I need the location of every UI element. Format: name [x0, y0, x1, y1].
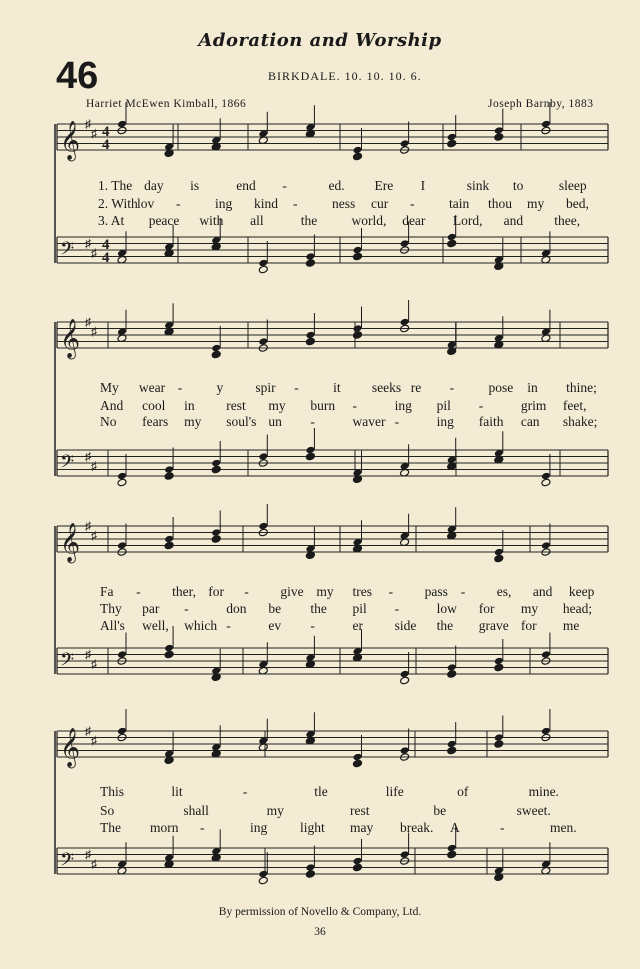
- lyric-syllable: grave: [478, 618, 509, 633]
- lyric-syllable: spir: [255, 380, 276, 395]
- lyric-syllable: ing: [436, 414, 454, 429]
- note-head: [447, 850, 457, 859]
- lyric-syllable: may: [350, 820, 374, 835]
- lyric-syllable: -: [282, 178, 287, 193]
- lyric-syllable: 3. At: [98, 213, 125, 228]
- lyric-syllable: thou: [488, 196, 513, 211]
- sharp-icon: ♯: [85, 647, 91, 662]
- lyric-syllable: -: [410, 196, 415, 211]
- lyric-syllable: -: [460, 584, 466, 599]
- lyric-syllable: end: [236, 178, 256, 193]
- lyric-syllable: light: [300, 820, 325, 835]
- lyric-syllable: head;: [562, 601, 593, 616]
- lyric-syllable: tain: [449, 196, 470, 211]
- tune-name: BIRKDALE. 10. 10. 10. 6.: [268, 69, 422, 83]
- lyric-syllable: me: [562, 618, 580, 633]
- lyric-syllable: So: [100, 803, 115, 818]
- lyric-syllable: lit: [171, 784, 183, 799]
- lyric-syllable: break.: [400, 820, 434, 835]
- time-signature-bottom: 4: [102, 137, 110, 153]
- note-head: [117, 478, 127, 487]
- words-author: Harriet McEwen Kimball, 1866: [86, 98, 247, 110]
- lyric-syllable: Ere: [374, 178, 394, 193]
- note-head: [447, 239, 457, 248]
- lyric-syllable: Thy: [100, 601, 122, 616]
- note-head: [211, 350, 221, 359]
- lyric-syllable: and: [532, 584, 553, 599]
- lyric-syllable: -: [310, 618, 315, 633]
- sharp-icon: ♯: [91, 733, 97, 748]
- lyric-syllable: faith: [478, 414, 504, 429]
- sharp-icon: ♯: [85, 116, 91, 131]
- sharp-icon: ♯: [85, 847, 91, 862]
- note-head: [305, 452, 315, 461]
- note-head: [305, 870, 315, 879]
- lyric-syllable: lov: [137, 196, 155, 211]
- sharp-icon: ♯: [91, 126, 97, 141]
- lyric-syllable: thine;: [566, 380, 597, 395]
- note-head: [400, 676, 410, 685]
- lyric-syllable: bed,: [566, 196, 589, 211]
- lyric-syllable: the: [436, 618, 454, 633]
- lyric-syllable: -: [293, 196, 298, 211]
- note-head: [258, 265, 268, 274]
- lyric-syllable: the: [300, 213, 318, 228]
- lyric-syllable: -: [478, 398, 484, 413]
- lyric-syllable: -: [394, 414, 400, 429]
- lyric-syllable: men.: [550, 820, 577, 835]
- note-head: [211, 465, 221, 474]
- lyric-syllable: pass: [424, 584, 448, 599]
- note-head: [164, 650, 174, 659]
- bass-clef-icon: 𝄢: [60, 451, 75, 477]
- lyric-syllable: in: [527, 380, 538, 395]
- treble-clef-icon: 𝄞: [60, 318, 81, 359]
- lyric-syllable: ev: [268, 618, 282, 633]
- lyric-syllable: es,: [496, 584, 512, 599]
- lyric-syllable: -: [244, 584, 249, 599]
- lyric-syllable: The: [100, 820, 121, 835]
- note-head: [447, 746, 457, 755]
- time-signature-top: 4: [102, 124, 110, 140]
- sharp-icon: ♯: [85, 314, 91, 329]
- lyric-syllable: ing: [215, 196, 233, 211]
- lyric-syllable: -: [294, 380, 299, 395]
- lyric-syllable: with: [199, 213, 224, 228]
- lyric-syllable: in: [184, 398, 195, 413]
- lyric-syllable: sink: [466, 178, 490, 193]
- note-head: [353, 252, 363, 261]
- lyric-syllable: pil: [436, 398, 451, 413]
- sharp-icon: ♯: [91, 857, 97, 872]
- lyric-syllable: to: [512, 178, 524, 193]
- lyric-syllable: the: [310, 601, 327, 616]
- lyric-syllable: grim: [520, 398, 547, 413]
- lyric-syllable: -: [388, 584, 394, 599]
- note-head: [541, 478, 551, 487]
- lyric-syllable: -: [176, 196, 181, 211]
- note-head: [305, 259, 315, 268]
- lyric-syllable: all: [250, 213, 264, 228]
- note-head: [211, 535, 221, 544]
- note-head: [447, 670, 457, 679]
- bass-clef-icon: 𝄢: [60, 649, 75, 675]
- music-composer: Joseph Barnby, 1883: [488, 98, 594, 110]
- lyric-syllable: which: [184, 618, 218, 633]
- lyric-syllable: par: [142, 601, 160, 616]
- lyric-syllable: I: [420, 178, 426, 193]
- lyric-syllable: waver: [352, 414, 386, 429]
- treble-clef-icon: 𝄞: [60, 727, 81, 768]
- lyric-syllable: my: [184, 414, 202, 429]
- sharp-icon: ♯: [91, 324, 97, 339]
- lyric-syllable: kind: [254, 196, 279, 211]
- lyric-syllable: -: [500, 820, 505, 835]
- lyric-syllable: my: [266, 803, 284, 818]
- lyric-syllable: shake;: [562, 414, 598, 429]
- sharp-icon: ♯: [85, 236, 91, 251]
- lyric-syllable: feet,: [562, 398, 587, 413]
- note-head: [353, 863, 363, 872]
- lyric-syllable: give: [280, 584, 304, 599]
- lyric-syllable: A: [450, 820, 460, 835]
- sharp-icon: ♯: [85, 723, 91, 738]
- sharp-icon: ♯: [91, 459, 97, 474]
- treble-clef-icon: 𝄞: [60, 120, 81, 161]
- lyric-syllable: Lord,: [452, 213, 483, 228]
- note-head: [164, 472, 174, 481]
- note-head: [494, 133, 504, 142]
- bass-clef-icon: 𝄢: [60, 238, 75, 264]
- lyric-syllable: for: [520, 618, 537, 633]
- lyric-syllable: This: [100, 784, 125, 799]
- sharp-icon: ♯: [85, 518, 91, 533]
- note-head: [353, 759, 363, 768]
- lyric-syllable: for: [208, 584, 224, 599]
- note-head: [305, 337, 315, 346]
- lyric-syllable: And: [100, 398, 124, 413]
- lyric-syllable: -: [200, 820, 205, 835]
- lyric-syllable: for: [478, 601, 495, 616]
- notes: [117, 102, 551, 885]
- lyric-syllable: tle: [314, 784, 328, 799]
- lyric-syllable: My: [100, 380, 119, 395]
- treble-clef-icon: 𝄞: [60, 522, 81, 563]
- section-title: Adoration and Worship: [198, 30, 442, 51]
- lyric-syllable: -: [449, 380, 455, 395]
- lyric-syllable: don: [226, 601, 247, 616]
- lyric-syllable: er: [352, 618, 363, 633]
- lyric-syllable: -: [352, 398, 357, 413]
- lyric-syllable: be: [268, 601, 282, 616]
- lyric-syllable: my: [520, 601, 539, 616]
- page-number: 36: [314, 926, 326, 938]
- time-signature-bottom: 4: [102, 250, 110, 266]
- hymn-number: 46: [56, 55, 99, 97]
- lyric-syllable: tres: [352, 584, 372, 599]
- lyric-syllable: -: [242, 784, 248, 799]
- lyric-syllable: shall: [183, 803, 209, 818]
- lyric-syllable: of: [457, 784, 469, 799]
- lyric-syllable: rest: [226, 398, 246, 413]
- lyric-syllable: dear: [402, 213, 426, 228]
- note-head: [258, 876, 268, 885]
- lyric-syllable: my: [316, 584, 334, 599]
- note-head: [494, 554, 504, 563]
- lyric-syllable: morn: [150, 820, 179, 835]
- lyric-syllable: fears: [142, 414, 169, 429]
- lyric-syllable: y: [216, 380, 224, 395]
- lyric-syllable: can: [520, 414, 540, 429]
- lyric-syllable: mine.: [528, 784, 559, 799]
- note-head: [353, 152, 363, 161]
- lyric-syllable: low: [436, 601, 457, 616]
- time-signature-top: 4: [102, 237, 110, 253]
- lyric-syllable: No: [100, 414, 117, 429]
- lyric-syllable: soul's: [226, 414, 257, 429]
- sharp-icon: ♯: [91, 246, 97, 261]
- staves: [55, 117, 608, 875]
- lyric-syllable: burn: [310, 398, 336, 413]
- note-head: [494, 663, 504, 672]
- copyright-credit: By permission of Novello & Company, Ltd.: [218, 906, 422, 918]
- lyric-syllable: my: [527, 196, 545, 211]
- bass-clef-icon: 𝄢: [60, 849, 75, 875]
- lyric-syllable: ing: [394, 398, 412, 413]
- lyric-syllable: ness: [332, 196, 356, 211]
- time-signature: [102, 124, 110, 266]
- lyric-syllable: re: [410, 380, 422, 395]
- lyric-syllable: life: [385, 784, 404, 799]
- lyric-syllable: wear: [138, 380, 166, 395]
- lyric-syllable: be: [433, 803, 447, 818]
- lyric-syllable: Fa: [100, 584, 114, 599]
- sharp-icon: ♯: [91, 657, 97, 672]
- lyric-syllable: 1. The: [98, 178, 133, 193]
- lyric-syllable: sweet.: [516, 803, 551, 818]
- note-head: [447, 139, 457, 148]
- lyric-syllable: pil: [352, 601, 367, 616]
- lyric-syllable: ther,: [172, 584, 196, 599]
- lyric-syllable: sleep: [558, 178, 587, 193]
- lyric-syllable: rest: [350, 803, 370, 818]
- lyric-syllable: -: [394, 601, 400, 616]
- lyric-syllable: well,: [142, 618, 169, 633]
- lyric-syllable: day: [144, 178, 164, 193]
- lyric-syllable: thee,: [554, 213, 581, 228]
- note-head: [494, 740, 504, 749]
- lyric-syllable: cur: [371, 196, 389, 211]
- sharp-icon: ♯: [91, 528, 97, 543]
- sharp-icon: ♯: [85, 449, 91, 464]
- lyric-syllable: All's: [100, 618, 125, 633]
- lyric-syllable: -: [226, 618, 231, 633]
- lyric-syllable: ed.: [328, 178, 345, 193]
- lyric-syllable: is: [190, 178, 200, 193]
- lyric-syllable: side: [394, 618, 417, 633]
- lyric-syllable: ing: [250, 820, 268, 835]
- lyric-syllable: world,: [351, 213, 387, 228]
- lyric-syllable: it: [333, 380, 341, 395]
- lyric-syllable: keep: [568, 584, 595, 599]
- lyric-syllable: 2. With: [98, 196, 138, 211]
- lyric-syllable: un: [268, 414, 282, 429]
- lyric-syllable: -: [136, 584, 141, 599]
- lyric-syllable: seeks: [371, 380, 402, 395]
- note-head: [164, 541, 174, 550]
- note-head: [353, 331, 363, 340]
- lyric-syllable: -: [177, 380, 183, 395]
- lyric-syllable: and: [503, 213, 524, 228]
- lyric-syllable: peace: [148, 213, 180, 228]
- lyric-syllable: cool: [142, 398, 166, 413]
- lyric-syllable: my: [268, 398, 286, 413]
- lyric-syllable: -: [310, 414, 315, 429]
- lyric-syllable: -: [184, 601, 189, 616]
- lyric-syllable: pose: [488, 380, 514, 395]
